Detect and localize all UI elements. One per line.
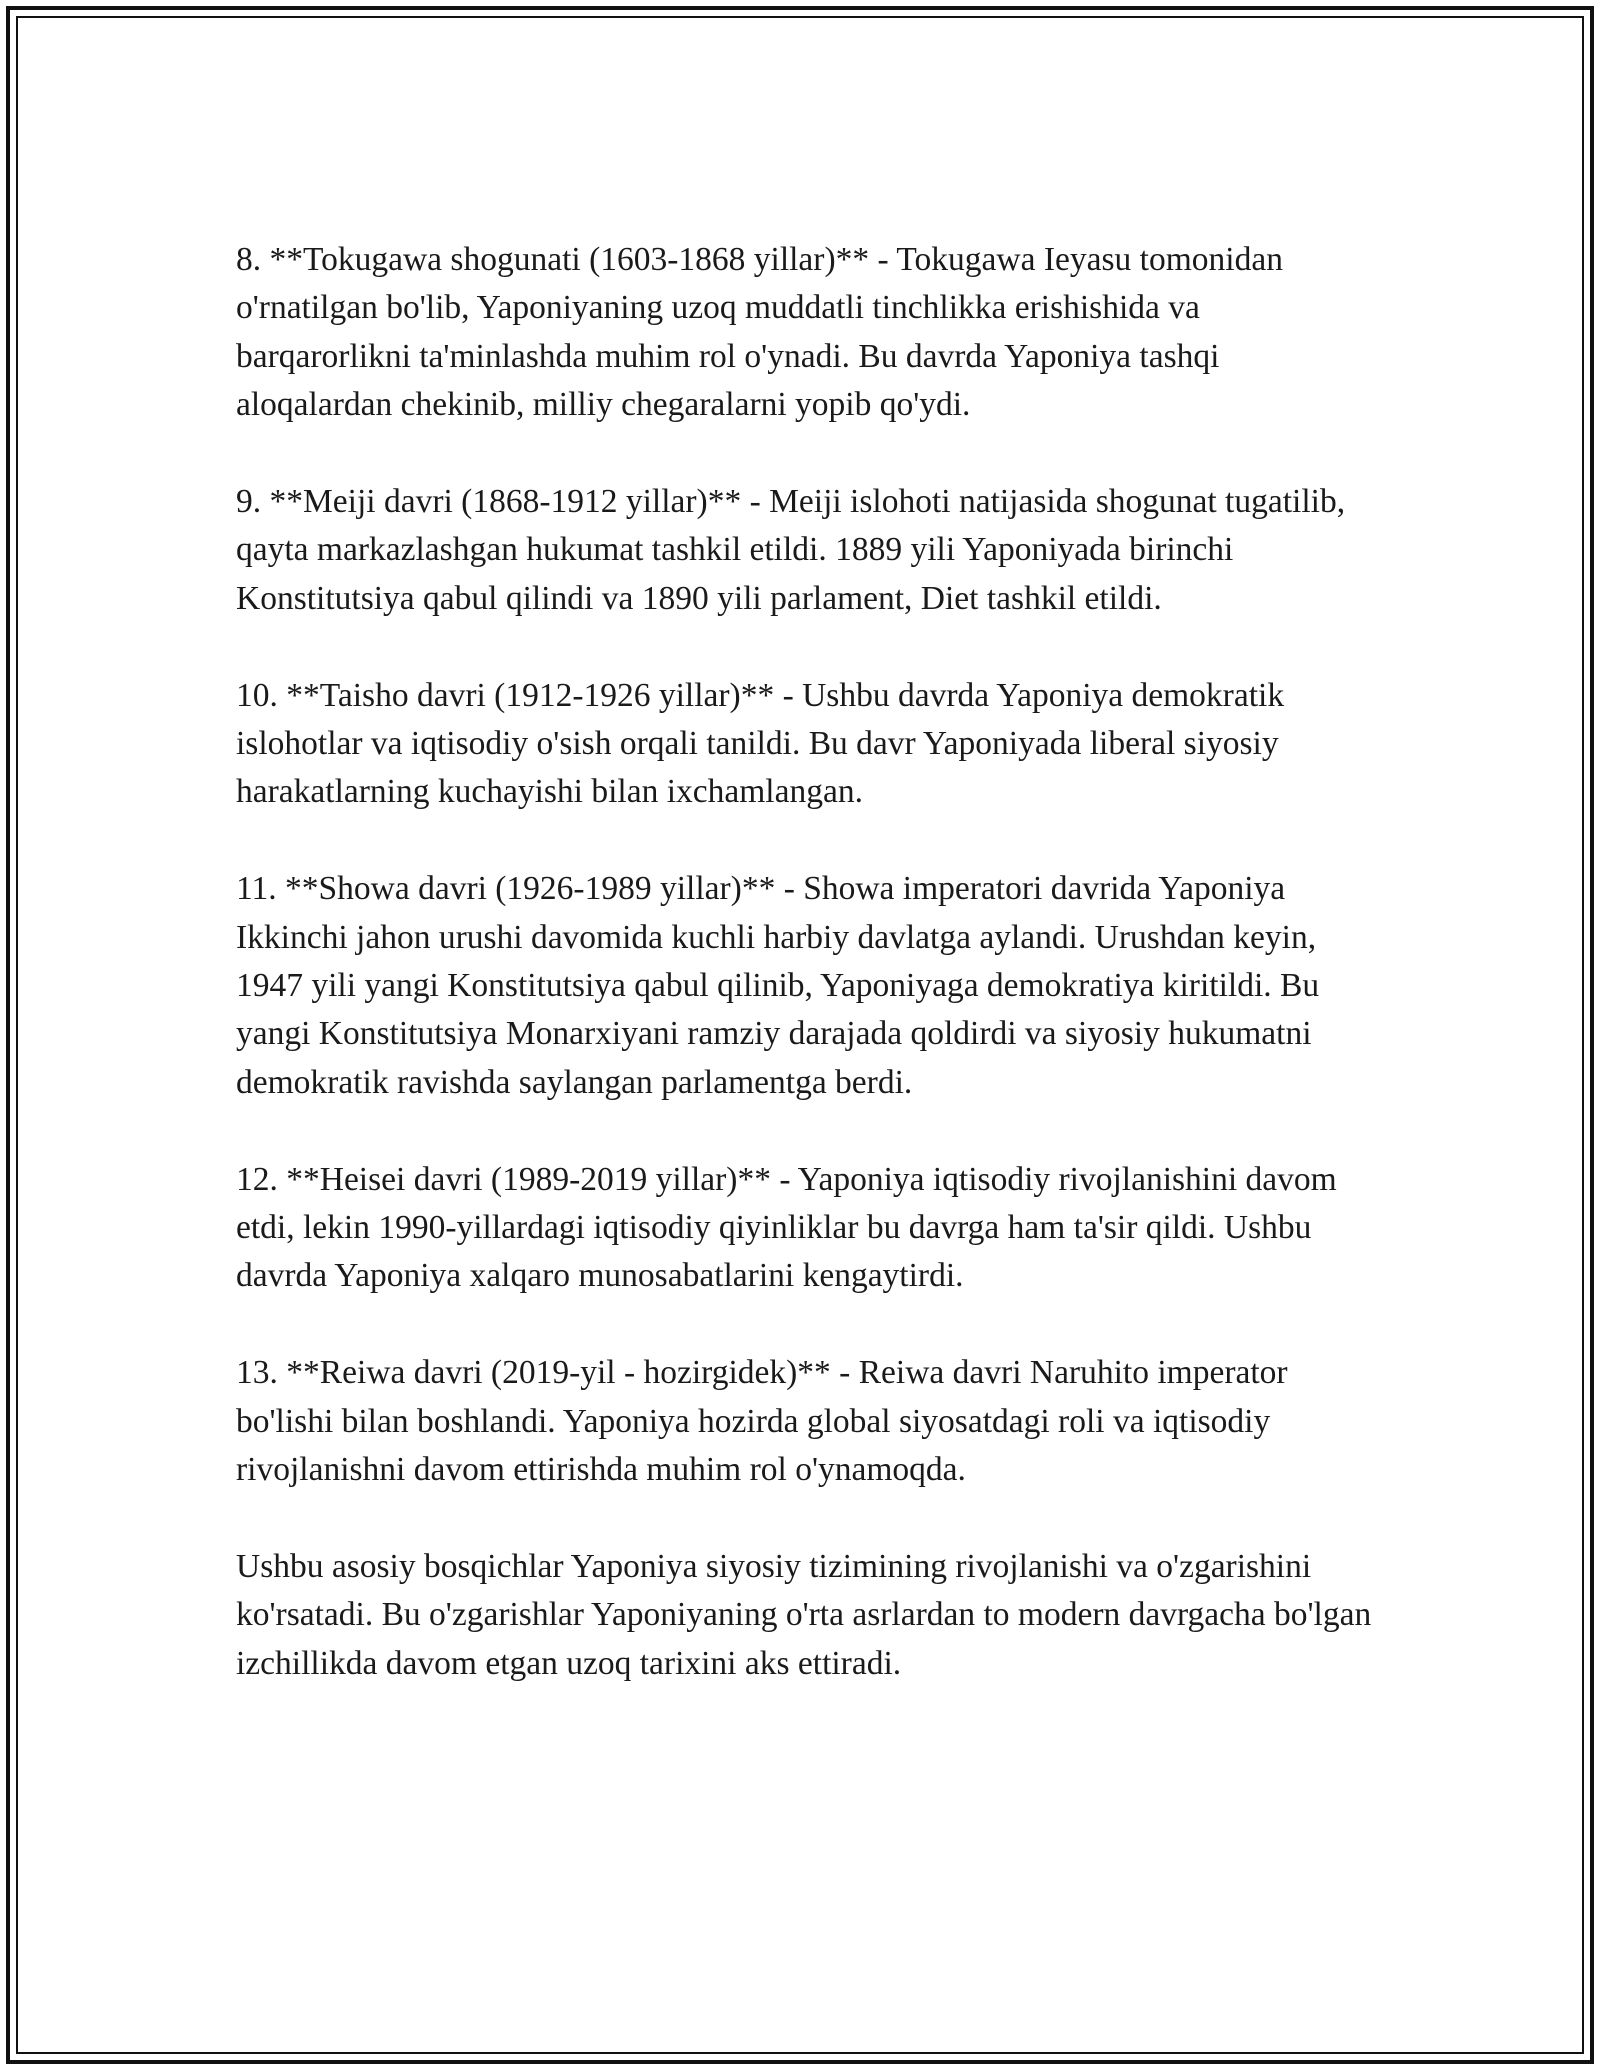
paragraph-meiji: 9. **Meiji davri (1868-1912 yillar)** - Meiji islohoti natijasida shogunat tugatilib, qayta markazlashgan hukumat tashkil etildi. 1889 yili Yaponiyada birinchi Konstitutsiya qabul qilindi va 1890 yili parlament, Diet tashkil etildi. bbox=[236, 483, 1346, 617]
paragraph-conclusion: Ushbu asosiy bosqichlar Yaponiya siyosiy tizimining rivojlanishi va o'zgarishini ko'rsatadi. Bu o'zgarishlar Yaponiyaning o'rta asrlardan to modern davrgacha bo'lgan izchillikda davom etgan uzoq tarixini aks ettiradi. bbox=[236, 1547, 1372, 1682]
paragraph-tokugawa: 8. **Tokugawa shogunati (1603-1868 yillar)** - Tokugawa Ieyasu tomonidan o'rnatilgan bo'lib, Yaponiyaning uzoq muddatli tinchlikka erishishida va barqarorlikni ta'minlashda muhim rol o'ynadi. Bu davrda Yaponiya tashqi aloqalardan chekinib, milliy chegaralarni yopib qo'ydi. bbox=[236, 241, 1283, 424]
paragraph-reiwa: 13. **Reiwa davri (2019-yil - hozirgidek)** - Reiwa davri Naruhito imperator bo'lishi bilan boshlandi. Yaponiya hozirda global siyosatdagi roli va iqtisodiy rivojlanishni davom ettirishda muhim rol o'ynamoqda. bbox=[236, 1354, 1288, 1489]
document-body bbox=[236, 236, 1376, 1688]
paragraph-heisei: 12. **Heisei davri (1989-2019 yillar)** - Yaponiya iqtisodiy rivojlanishini davom etdi, lekin 1990-yillardagi iqtisodiy qiyinliklar bu davrga ham ta'sir qildi. Ushbu davrda Yaponiya xalqaro munosabatlarini kengaytirdi. bbox=[236, 1160, 1337, 1295]
paragraph-taisho: 10. **Taisho davri (1912-1926 yillar)** - Ushbu davrda Yaponiya demokratik islohotlar va iqtisodiy o'sish orqali tanildi. Bu davr Yaponiyada liberal siyosiy harakatlarning kuchayishi bilan ixchamlangan. bbox=[236, 676, 1285, 811]
paragraph-showa: 11. **Showa davri (1926-1989 yillar)** - Showa imperatori davrida Yaponiya Ikkinchi jahon urushi davomida kuchli harbiy davlatga aylandi. Urushdan keyin, 1947 yili yangi Konstitutsiya qabul qilinib, Yaponiyaga demokratiya kiritildi. Bu yangi Konstitutsiya Monarxiyani ramziy darajada qoldirdi va siyosiy hukumatni demokratik ravishda saylangan parlamentga berdi. bbox=[236, 870, 1320, 1101]
